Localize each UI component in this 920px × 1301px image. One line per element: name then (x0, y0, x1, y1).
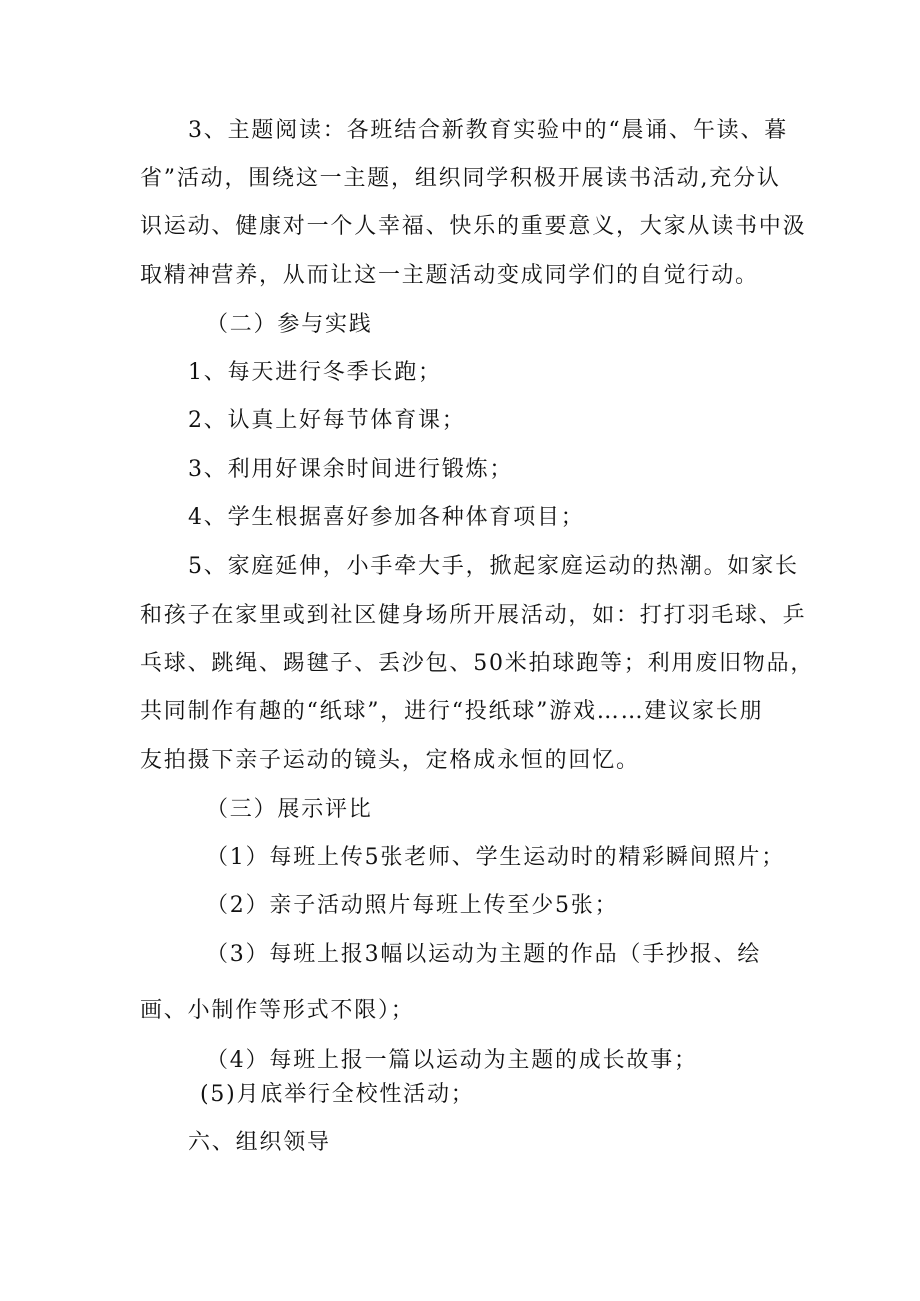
paragraph-line: 5、家庭延伸，小手牵大手，掀起家庭运动的热潮。如家长 (188, 554, 799, 579)
paragraph-line: 共同制作有趣的“纸球”，进行“投纸球”游戏……建议家长朋 (140, 699, 764, 724)
paragraph-line: 识运动、健康对一个人幸福、快乐的重要意义，大家从读书中汲 (140, 214, 807, 239)
paragraph-line: 和孩子在家里或到社区健身场所开展活动，如：打打羽毛球、乒 (140, 603, 807, 628)
paragraph-line: 省”活动，围绕这一主题，组织同学积极开展读书活动,充分认 (140, 166, 781, 191)
paragraph-line: 友拍摄下亲子运动的镜头，定格成永恒的回忆。 (140, 748, 640, 773)
section-heading: 六、组织领导 (188, 1130, 331, 1155)
list-item: （2）亲子活动照片每班上传至少5张； (206, 893, 619, 918)
paragraph-line: 3、主题阅读：各班结合新教育实验中的“晨诵、午读、暮 (188, 118, 789, 143)
list-item: 2、认真上好每节体育课； (188, 408, 466, 433)
list-item: （3）每班上报3幅以运动为主题的作品（手抄报、绘 (206, 942, 762, 967)
list-item-continuation: 画、小制作等形式不限）； (140, 998, 415, 1023)
list-item: 3、利用好课余时间进行锻炼； (188, 457, 514, 482)
paragraph-line: 取精神营养，从而让这一主题活动变成同学们的自觉行动。 (140, 263, 759, 288)
section-heading: （二）参与实践 (206, 312, 373, 337)
list-item: (5)月底举行全校性活动； (200, 1082, 475, 1107)
list-item: 1、每天进行冬季长跑； (188, 360, 442, 385)
list-item: 4、学生根据喜好参加各种体育项目； (188, 505, 585, 530)
list-item: （1）每班上传5张老师、学生运动时的精彩瞬间照片； (206, 845, 785, 870)
paragraph-line: 乓球、跳绳、踢毽子、丢沙包、50米拍球跑等；利用废旧物品， (140, 651, 815, 676)
section-heading: （三）展示评比 (206, 797, 373, 822)
list-item: （4）每班上报一篇以运动为主题的成长故事； (206, 1048, 698, 1073)
